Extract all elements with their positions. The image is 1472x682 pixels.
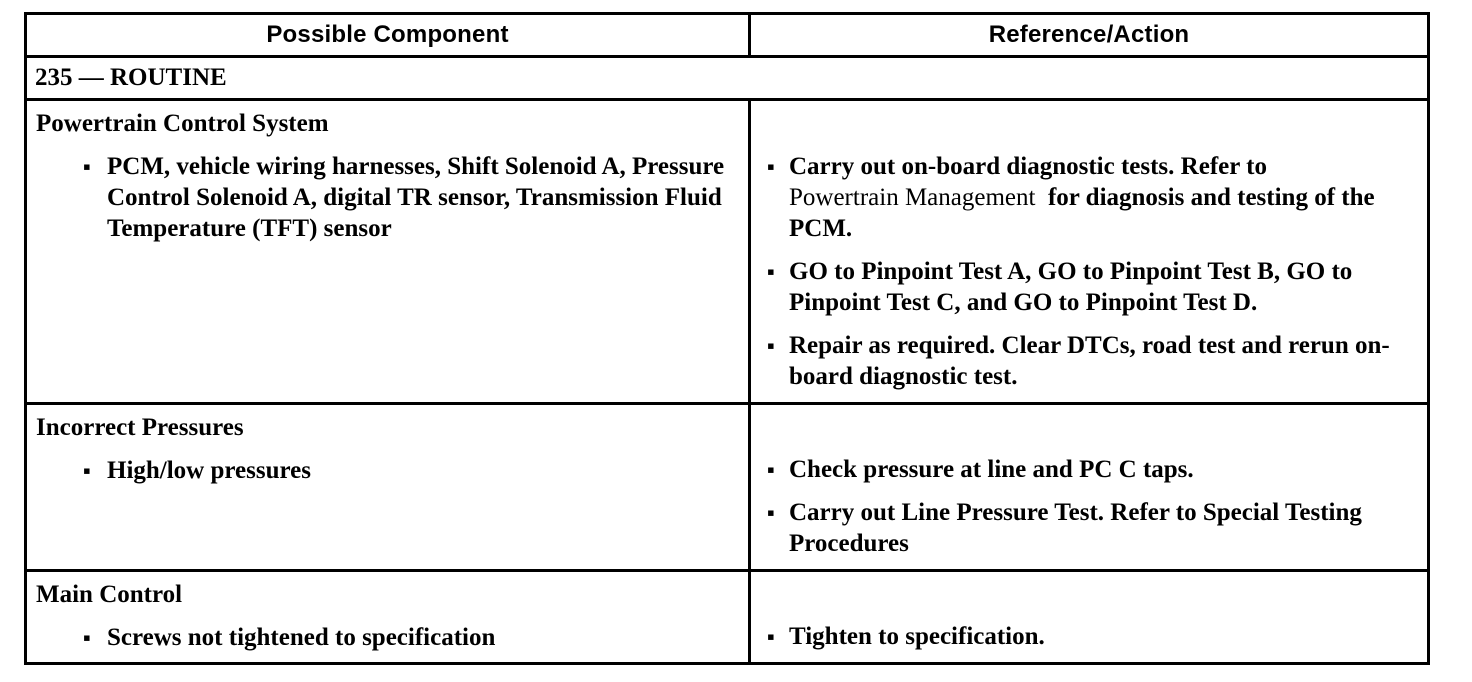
- section-row: [26, 57, 1429, 100]
- list-item: ▪ Tighten to specification.: [767, 623, 1045, 650]
- reference-link-text: Powertrain Management: [789, 184, 1036, 211]
- header-possible-component: Possible Component: [26, 14, 750, 57]
- action-list: [751, 572, 1427, 662]
- action-cell: [750, 404, 1429, 571]
- bullet-icon: ▪: [767, 259, 775, 284]
- list-item: ▪ Carry out on-board diagnostic tests. Refer to Powertrain Management for diagnosis and testing of the PCM.: [767, 153, 1375, 242]
- bullet-icon: ▪: [767, 154, 775, 179]
- section-title: 235 — ROUTINE: [26, 57, 1429, 100]
- bullet-icon: ▪: [767, 457, 775, 482]
- list-item: ▪ GO to Pinpoint Test A, GO to Pinpoint Test B, GO to Pinpoint Test C, and GO to Pinpoint Test D.: [767, 258, 1353, 316]
- category-title: Powertrain Control System: [36, 110, 329, 137]
- component-list: [27, 151, 748, 244]
- list-item: ▪ PCM, vehicle wiring harnesses, Shift Solenoid A, Pressure Control Solenoid A, digital TR sensor, Transmission Fluid Temperature (TFT) sensor: [83, 153, 725, 242]
- action-cell: [750, 571, 1429, 664]
- list-item: ▪ Screws not tightened to specification: [83, 624, 496, 651]
- list-item: ▪ Carry out Line Pressure Test. Refer to Special Testing Procedures: [767, 499, 1362, 557]
- category-title: Incorrect Pressures: [36, 414, 244, 441]
- component-cell: [26, 571, 750, 664]
- action-list: [751, 101, 1427, 402]
- table-row: [26, 571, 1429, 664]
- component-list: [27, 455, 748, 486]
- action-cell: [750, 100, 1429, 404]
- table-row: [26, 100, 1429, 404]
- diagnostic-table: [24, 12, 1430, 665]
- action-list: [751, 405, 1427, 569]
- header-row: [26, 14, 1429, 57]
- list-item: ▪ Check pressure at line and PC C taps.: [767, 456, 1194, 483]
- bullet-icon: ▪: [767, 500, 775, 525]
- bullet-icon: ▪: [83, 625, 91, 650]
- category-title: Main Control: [36, 581, 183, 608]
- bullet-icon: ▪: [767, 333, 775, 358]
- bullet-icon: ▪: [767, 624, 775, 649]
- bullet-icon: ▪: [83, 154, 91, 179]
- table-row: [26, 404, 1429, 571]
- component-list: [27, 622, 748, 653]
- bullet-icon: ▪: [83, 458, 91, 483]
- component-cell: [26, 404, 750, 571]
- header-reference-action: Reference/Action: [750, 14, 1429, 57]
- list-item: ▪ Repair as required. Clear DTCs, road test and rerun on-board diagnostic test.: [767, 332, 1390, 390]
- component-cell: [26, 100, 750, 404]
- list-item: ▪ High/low pressures: [83, 457, 311, 484]
